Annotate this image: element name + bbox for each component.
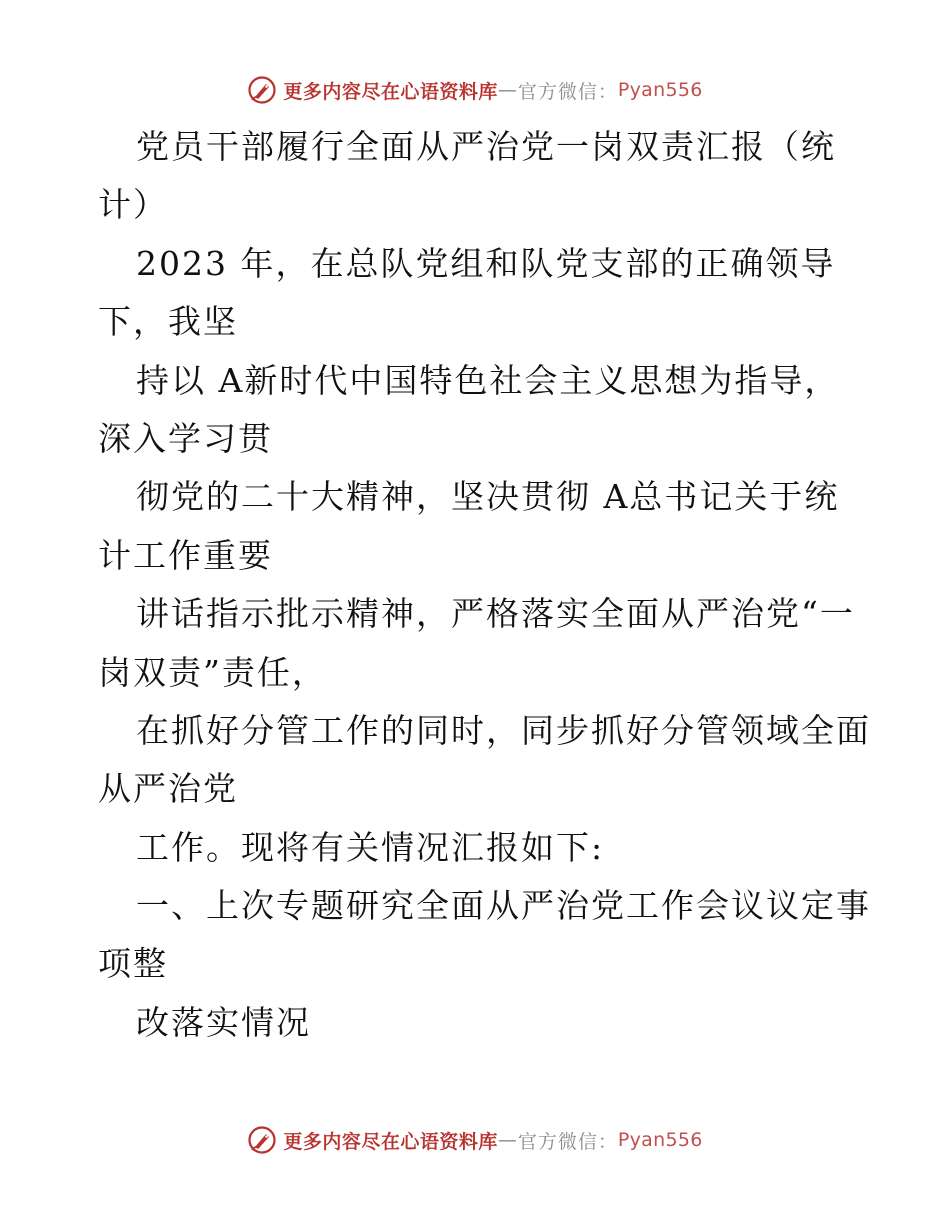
paragraph-line: 彻党的二十大精神，坚决贯彻 A总书记关于统 (136, 477, 840, 517)
paragraph-line: 深入学习贯 (98, 418, 273, 458)
watermark-wechat-id: Pyan556 (617, 79, 703, 101)
section-heading-line: 项整 (98, 944, 168, 984)
watermark-wechat-label: 官方微信： (517, 80, 618, 103)
paragraph-line: 从严治党 (98, 769, 238, 809)
pen-nib-circle-icon (247, 1125, 277, 1155)
paragraph-line: 工作。现将有关情况汇报如下: (136, 827, 605, 867)
paragraph-line: 下，我坚 (98, 302, 238, 342)
header-watermark (0, 70, 950, 110)
watermark-main-text: 更多内容尽在心语资料库 (283, 1130, 498, 1153)
section-heading-line: 改落实情况 (136, 1002, 311, 1042)
paragraph-line: 2023 年，在总队党组和队党支部的正确领导 (136, 243, 836, 283)
document-body (98, 118, 871, 1052)
footer-watermark (0, 1120, 950, 1160)
paragraph-line: 岗双责”责任， (98, 652, 327, 692)
paragraph-line: 计工作重要 (98, 535, 273, 575)
document-title-line: 计） (98, 185, 168, 225)
section-heading-line: 一、上次专题研究全面从严治党工作会议议定事 (136, 886, 871, 926)
watermark-separator: — (497, 79, 518, 101)
watermark-wechat-label: 官方微信： (517, 1130, 618, 1153)
paragraph-line: 讲话指示批示精神，严格落实全面从严治党“一 (136, 594, 855, 634)
document-title-line: 党员干部履行全面从严治党一岗双责汇报（统 (136, 127, 836, 166)
paragraph-line: 在抓好分管工作的同时，同步抓好分管领域全面 (136, 710, 871, 750)
pen-nib-circle-icon (247, 75, 277, 105)
paragraph-line: 持以 A新时代中国特色社会主义思想为指导， (136, 360, 840, 400)
watermark-wechat-id: Pyan556 (617, 1129, 703, 1151)
watermark-main-text: 更多内容尽在心语资料库 (283, 80, 498, 103)
watermark-separator: — (497, 1129, 518, 1151)
